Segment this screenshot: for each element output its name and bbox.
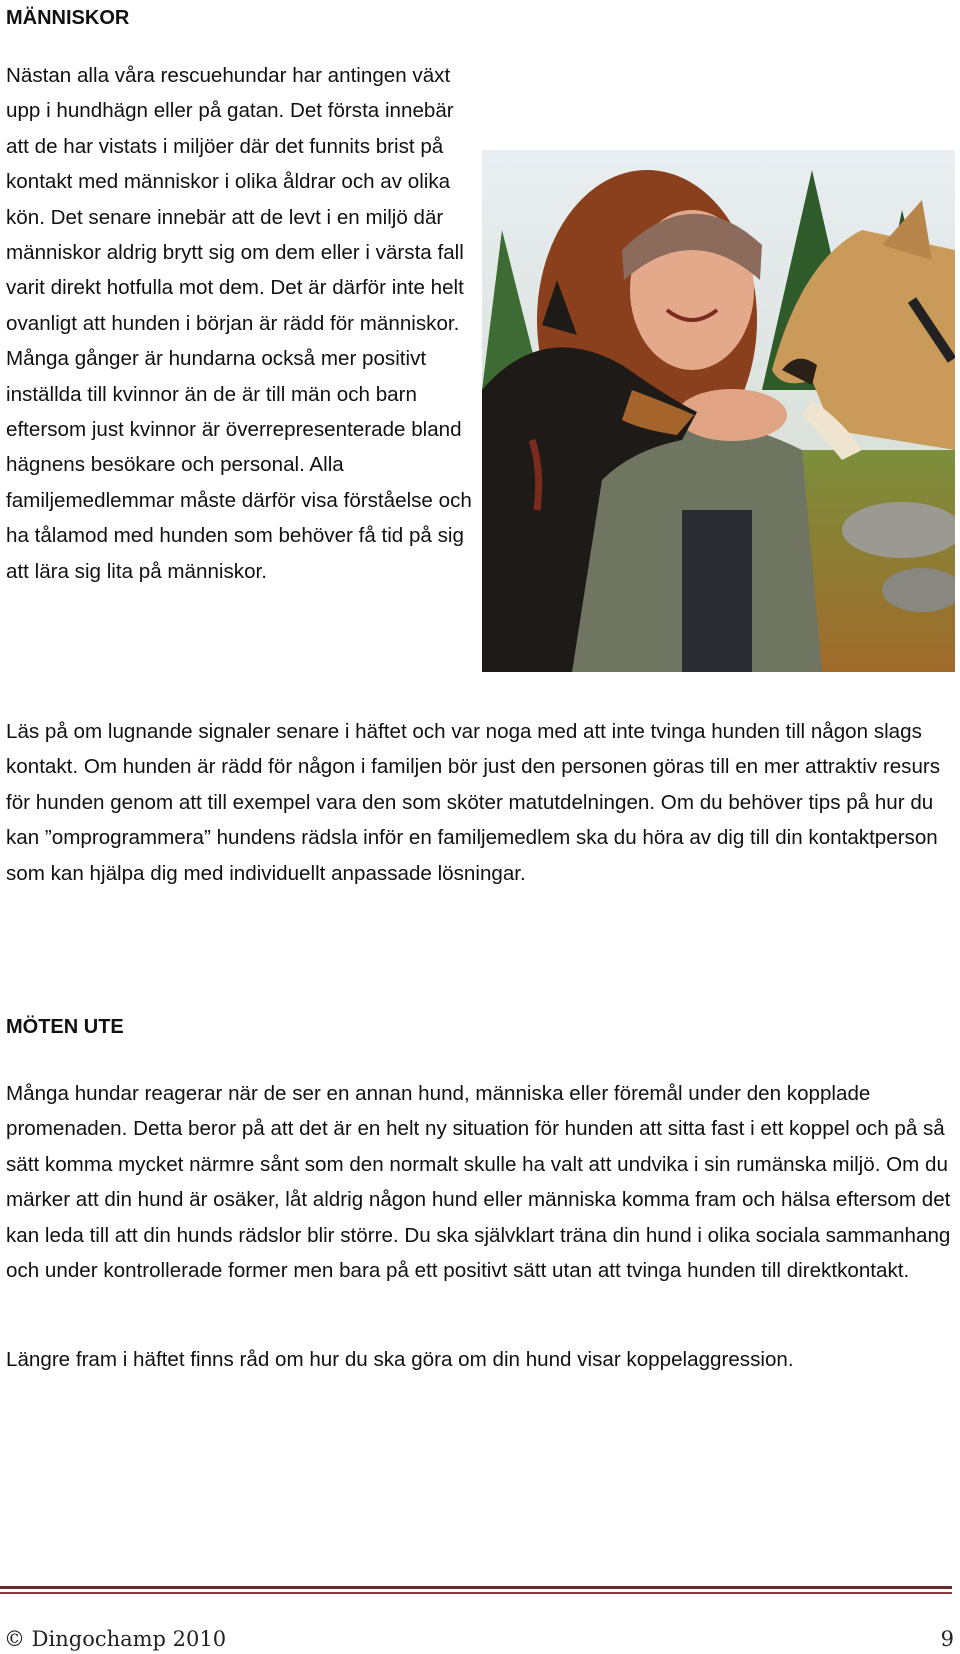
woman-with-dogs-photo <box>482 150 955 672</box>
paragraph-lugnande-signaler: Läs på om lugnande signaler senare i häftet och var noga med att inte tvinga hunden till någon slags kontakt. Om hunden är rädd för någon i familjen bör just den personen göras till en mer attraktiv resurs för hunden genom att till exempel vara den som sköter matutdelningen. Om du behöver tips på hur du kan ”omprogrammera” hundens rädsla inför en familjemedlem ska du höra av dig till din kontaktperson som kan hjälpa dig med individuellt anpassade lösningar. <box>6 720 941 885</box>
paragraph-koppelaggression: Längre fram i häftet finns råd om hur du ska göra om din hund visar koppelaggression. <box>6 1348 794 1371</box>
intro-paragraph: Nästan alla våra rescuehundar har antingen växt upp i hundhägn eller på gatan. Det första innebär att de har vistats i miljöer där det funnits brist på kontakt med människor i olika åldrar och av olika kön. Det senare innebär att de levt i en miljö där människor aldrig brytt sig om dem eller i värsta fall varit direkt hotfulla mot dem. Det är därför inte helt ovanligt att hunden i början är rädd för människor. Många gånger är hundarna också mer positivt inställda till kvinnor än de är till män och barn eftersom just kvinnor är överrepresenterade bland hägnens besökare och personal. Alla familjemedlemmar måste därför visa förståelse och ha tålamod med hunden som behöver få tid på sig att lära sig lita på människor. <box>6 64 472 583</box>
section-title-manniskor: MÄNNISKOR <box>6 7 130 29</box>
page-number: 9 <box>940 1627 954 1651</box>
footer-divider-thin <box>0 1592 952 1594</box>
footer-copyright: © Dingochamp 2010 <box>4 1627 227 1651</box>
section-title-moten-ute: MÖTEN UTE <box>6 1016 124 1038</box>
paragraph-kopplad-promenad: Många hundar reagerar när de ser en annan hund, människa eller föremål under den kopplade promenaden. Detta beror på att det är en helt ny situation för hunden att sitta fast i ett koppel och på så sätt komma mycket närmre sånt som den normalt skulle ha valt att undvika i sin rumänska miljö. Om du märker att din hund är osäker, låt aldrig någon hund eller människa komma fram och hälsa eftersom det kan leda till att din hunds rädslor blir större. Du ska självklart träna din hund i olika sociala sammanhang och under kontrollerade former men bara på ett positivt sätt utan att tvinga hunden till direktkontakt. <box>6 1082 951 1283</box>
footer-divider <box>0 1586 952 1589</box>
